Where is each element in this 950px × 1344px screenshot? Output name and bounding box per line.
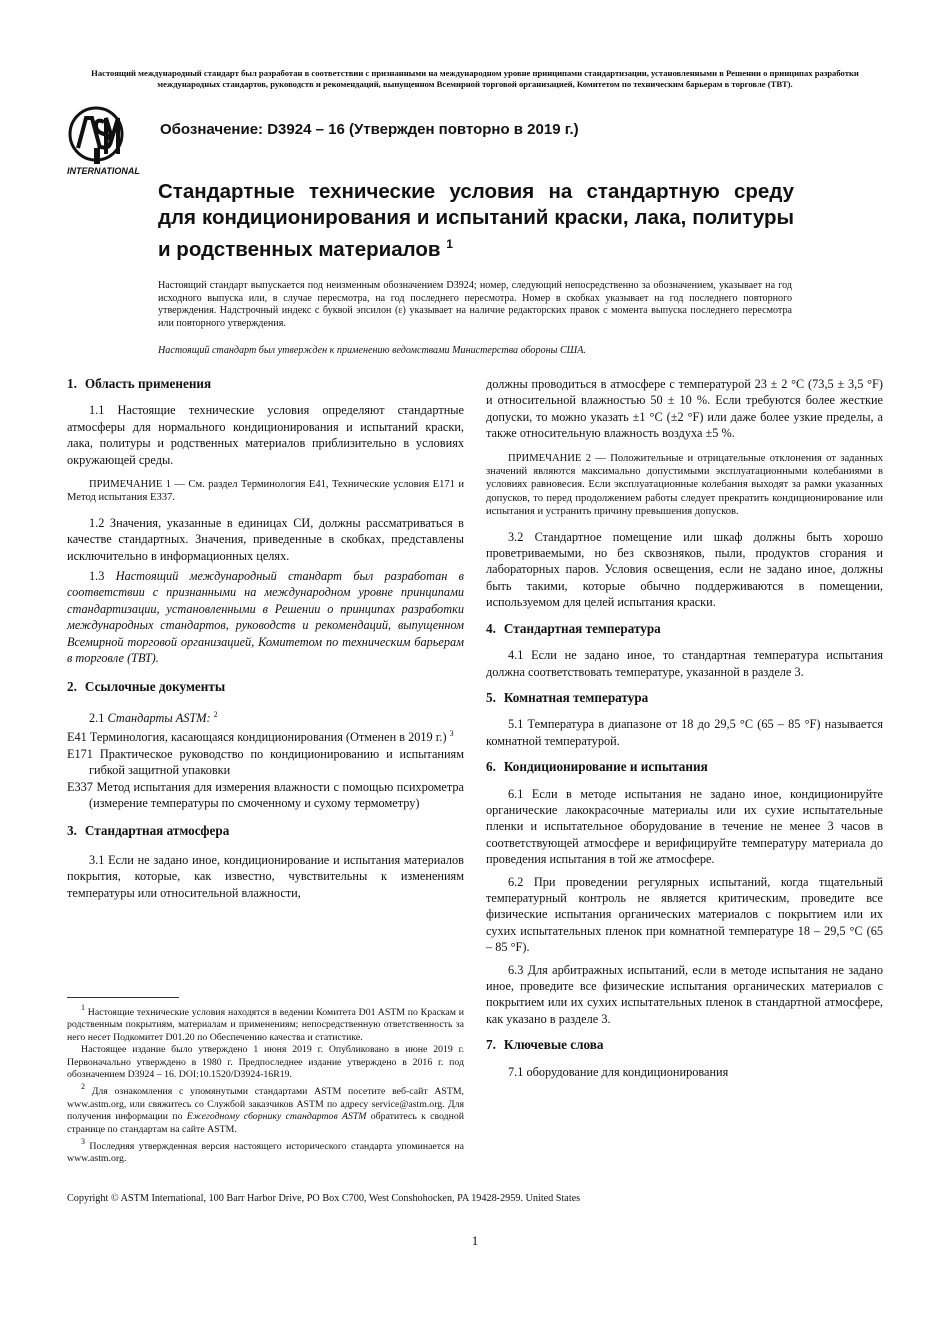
section-7-heading: 7. Ключевые слова [486, 1037, 604, 1053]
title-text: Стандартные технические условия на стандартную среду для кондиционирования и испытаний краски, лака, политуры и родственных материалов [158, 180, 794, 261]
para-1-2: 1.2 Значения, указанные в единицах СИ, должны рассматриваться в качестве стандартных. Значения, приведенные в скобках, представлены исключительно в информационных целях. [67, 515, 464, 563]
section-4-heading: 4. Стандартная температура [486, 620, 661, 636]
para-6-1: 6.1 Если в методе испытания не задано иное, кондиционируйте органические лакокрасочные материалы или их сухие испытательные пленки и испытательное оборудование в течение не менее 3 часов в соответствующей атмосфере и верифицируйте температуру материала до проведения испытания в той же атмосфере. [486, 786, 883, 867]
copyright: Copyright © ASTM International, 100 Barr Harbor Drive, PO Box C700, West Conshohocken, PA 19428-2959. United States [67, 1193, 581, 1204]
ref-e337: E337 Метод испытания для измерения влажности с помощью психрометра (измерение температуры по смоченному и сухому термометру) [67, 779, 464, 810]
footnote-1: $^1$ Настоящие технические условия находятся в ведении Комитета D01 ASTM по Краскам и родственным покрытиям, материалам и применениям; непосредственную ответственность за него несет Подкомитет D01.20 по Обеспечению качества и статистике. [67, 1003, 464, 1043]
document-title [158, 179, 794, 263]
right-column [486, 376, 883, 1080]
footnote-rule [67, 997, 179, 998]
para-6-3: 6.3 Для арбитражных испытаний, если в методе испытания не задано иное, проведите все физические испытания органических материалов с покрытием или их сухих испытательных пленок в стандартной атмосфере, как указано в разделе 3. [486, 962, 883, 1026]
footnote-1b: Настоящее издание было утверждено 1 июня 2019 г. Опубликовано в июне 2019 г. Первоначально утверждено в 1980 г. Предпоследнее издание утверждено в 2016 г. под обозначением D3924 – 16. DOI:10.1520/D3924-16R19. [67, 1044, 464, 1081]
footnote-3: $^3$ Последняя утвержденная версия настоящего исторического стандарта упоминается на www.astm.org. [67, 1137, 464, 1165]
designation: Обозначение: D3924 – 16 (Утвержден повторно в 2019 г.) [160, 121, 579, 138]
note-1: ПРИМЕЧАНИЕ 1 — См. раздел Терминология E41, Технические условия E171 и Метод испытания E337. [67, 479, 464, 504]
para-2-1: 2.1 Стандарты ASTM: $^2$ [89, 709, 218, 725]
para-7-1: 7.1 оборудование для кондиционирования [508, 1064, 729, 1079]
ref-e171: E171 Практическое руководство по кондиционированию и испытаниям гибкой защитной упаковки [67, 746, 464, 778]
logo-subtext: INTERNATIONAL [67, 166, 140, 176]
footnote-2: $^2$ Для ознакомления с упомянутыми стандартами ASTM посетите веб-сайт ASTM, www.astm.org, или свяжитесь со Службой заказчиков ASTM по адресу service@astm.org. Для получения информации по Ежегодному сборнику стандартов ASTM обратитесь к сводной странице по стандартам на сайте ASTM. [67, 1082, 464, 1135]
section-2-heading: 2. Ссылочные документы [67, 678, 226, 694]
para-4-1: 4.1 Если не задано иное, то стандартная температура испытания должна соответствовать температуре, указанной в разделе 3. [486, 648, 883, 679]
section-5-heading: 5. Комнатная температура [486, 689, 649, 705]
footnotes [67, 1002, 464, 1166]
top-notice: Настоящий международный стандарт был разработан в соответствии с признанными на международном уровне принципами стандартизации, установленными в Решении о принципах разработки международных стандартов, руководств и рекомендаций, выпущенном Всемирной торговой организацией, Комитетом по техническим барьерам в торговле (ТВТ). [91, 68, 859, 89]
para-3-1-cont: должны проводиться в атмосфере с температурой 23 ± 2 °C (73,5 ± 3,5 °F) и относительной влажностью 50 ± 10 %. Если требуются более жесткие допуски, то можно указать ±1 °C (±2 °F) или даже более узкие пределы, а также относительную влажность воздуха ±5 %. [486, 377, 883, 441]
title-footnote-ref: 1 [446, 237, 453, 251]
left-column [67, 376, 464, 901]
para-1-3: 1.3 Настоящий международный стандарт был разработан в соответствии с признанными на международном уровне принципами стандартизации, установленными в Решении о принципах разработки международных стандартов, руководств и рекомендаций, выпущенном Всемирной торговой организацией, Комитетом по техническим барьерам в торговле (ТВТ). [67, 569, 465, 666]
para-6-2: 6.2 При проведении регулярных испытаний, когда тщательный температурный контроль не является критическим, проведите все физические испытания органических материалов с покрытием или их сухих испытательных пленок при комнатной температуре 18 – 29,5 °C (65 – 85 °F). [486, 874, 883, 955]
page-number: 1 [471, 1233, 479, 1248]
section-6-heading: 6. Кондиционирование и испытания [486, 759, 708, 775]
astm-logo [66, 104, 156, 176]
note-2: ПРИМЕЧАНИЕ 2 — Положительные и отрицательные отклонения от заданных значений являются максимально допустимыми эксплуатационными колебаниями в условиях равновесия. Если эксплуатационные колебания выходят за рамки указанных допусков, то перед продолжением работы следует прекратить кондиционирование или испытания и устранить причину превышения допусков. [486, 452, 883, 518]
para-3-2: 3.2 Стандартное помещение или шкаф должны быть хорошо проветриваемыми, но без сквозняков, пыли, продуктов сгорания и лабораторных паров. Условия освещения, если не задано иное, должны быть такими, которые обычно поддерживаются в помещении, используемом для целей испытания краски. [486, 529, 883, 610]
approval-note: Настоящий стандарт был утвержден к применению ведомствами Министерства обороны США. [158, 345, 586, 356]
issue-note: Настоящий стандарт выпускается под неизменным обозначением D3924; номер, следующий непосредственно за обозначением, указывает на год исходного выпуска или, в случае пересмотра, на год последнего пересмотра. Номер в скобках указывает на год последнего повторного утверждения. Надстрочный индекс с буквой эпсилон (ε) указывает на наличие редакторских правок с момента выпуска последнего пересмотра или повторного утверждения. [158, 280, 792, 329]
ref-e41: E41 Терминология, касающаяся кондиционирования (Отменен в 2019 г.) $^3$ [67, 729, 454, 745]
para-3-1-start: 3.1 Если не задано иное, кондиционирование и испытания материалов покрытия, которые, как известно, чувствительны к изменениям температуры или относительной влажности, [67, 852, 464, 900]
section-3-heading: 3. Стандартная атмосфера [67, 823, 230, 839]
para-1-1: 1.1 Настоящие технические условия определяют стандартные атмосферы для нормального кондиционирования и испытаний краски, лака, политуры и родственных материалов приблизительно в условиях окружающей среды. [67, 403, 464, 467]
section-1-heading: 1. Область применения [67, 376, 212, 391]
para-5-1: 5.1 Температура в диапазоне от 18 до 29,5 °C (65 – 85 °F) называется комнатной температурой. [486, 717, 883, 748]
